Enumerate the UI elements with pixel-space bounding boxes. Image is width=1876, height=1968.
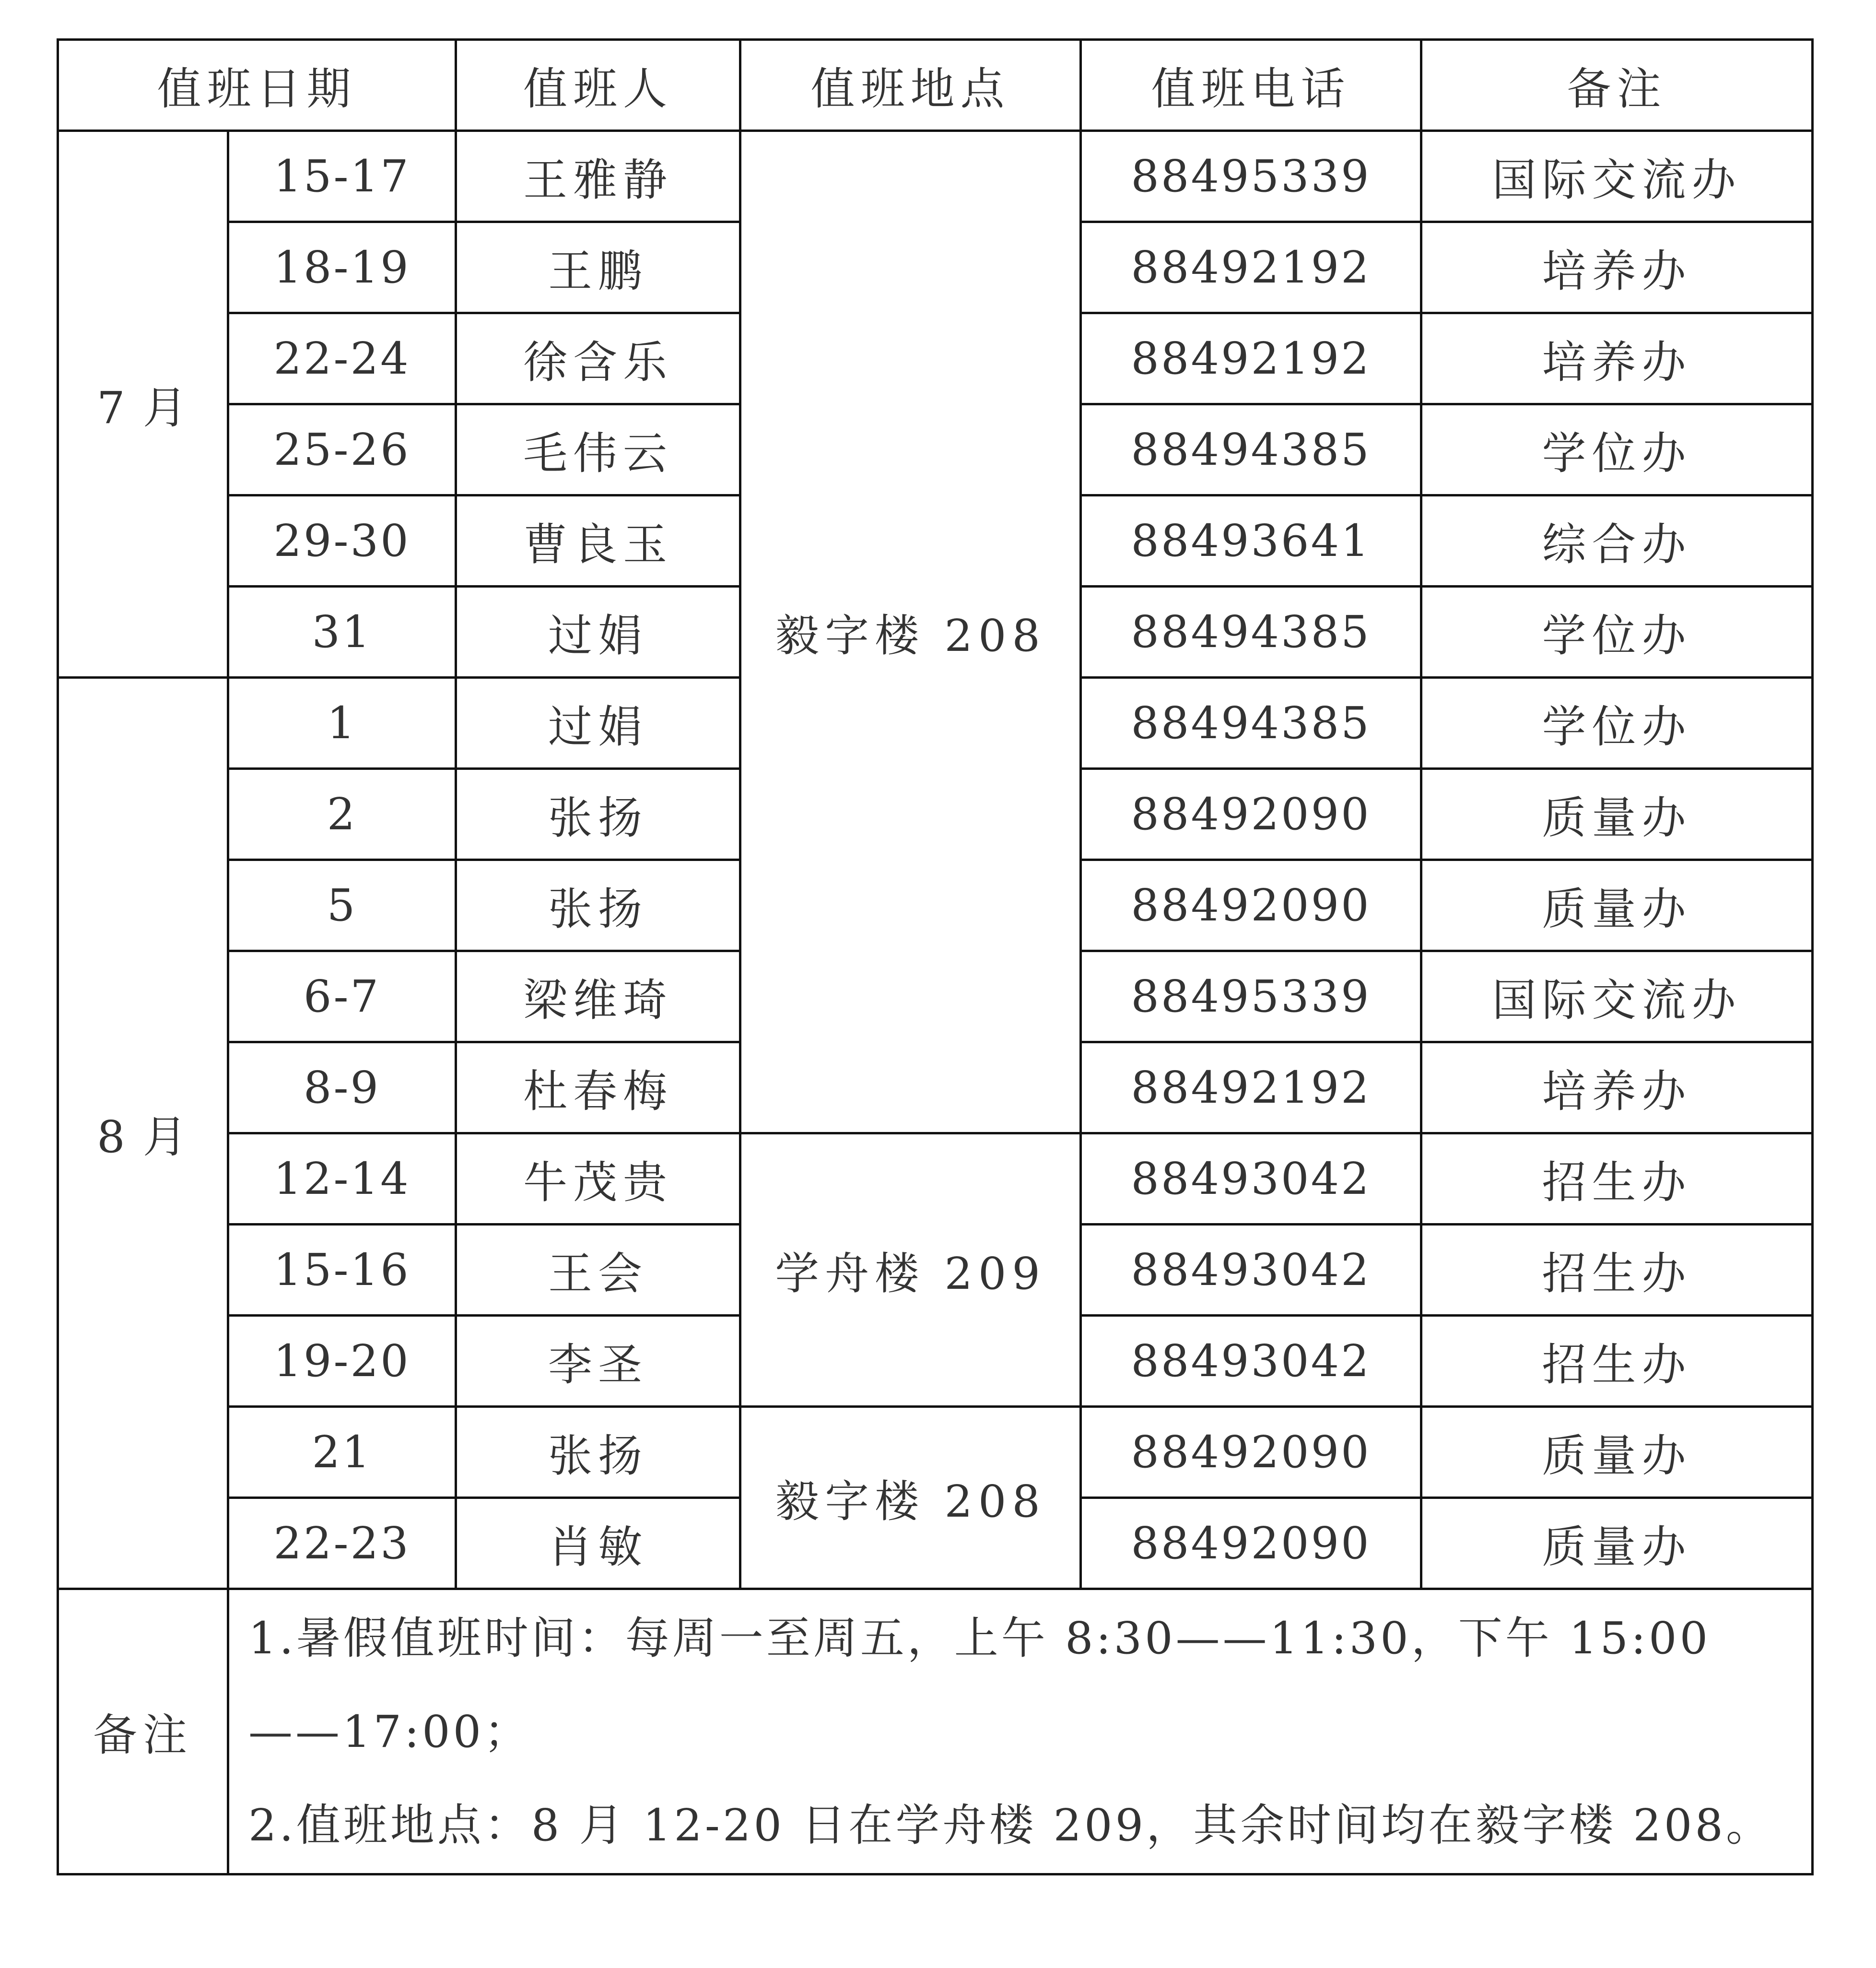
remark-cell: 培养办 [1421,222,1813,313]
date-cell: 25-26 [228,404,456,495]
phone-cell: 88492090 [1081,1407,1421,1498]
date-cell: 15-16 [228,1225,456,1316]
phone-cell: 88494385 [1081,587,1421,678]
person-cell: 曹良玉 [456,495,740,587]
notes-label: 备注 [58,1589,228,1874]
table-row [58,1133,1813,1225]
phone-cell: 88492192 [1081,222,1421,313]
phone-cell: 88492090 [1081,769,1421,860]
date-cell: 18-19 [228,222,456,313]
date-cell: 22-23 [228,1498,456,1589]
month-august: 8 月 [58,678,228,1589]
date-cell: 8-9 [228,1042,456,1133]
table-row [58,1407,1813,1498]
header-location: 值班地点 [740,40,1081,131]
person-cell: 李圣 [456,1316,740,1407]
person-cell: 张扬 [456,769,740,860]
header-person: 值班人 [456,40,740,131]
month-july: 7 月 [58,131,228,678]
person-cell: 张扬 [456,860,740,951]
remark-cell: 学位办 [1421,587,1813,678]
header-row [58,40,1813,131]
person-cell: 王会 [456,1225,740,1316]
header-phone: 值班电话 [1081,40,1421,131]
person-cell: 杜春梅 [456,1042,740,1133]
header-remark: 备注 [1421,40,1813,131]
date-cell: 22-24 [228,313,456,404]
remark-cell: 培养办 [1421,1042,1813,1133]
remark-cell: 学位办 [1421,678,1813,769]
date-cell: 29-30 [228,495,456,587]
date-cell: 12-14 [228,1133,456,1225]
phone-cell: 88495339 [1081,131,1421,222]
duty-schedule-table [57,38,1814,1875]
remark-cell: 质量办 [1421,1498,1813,1589]
phone-cell: 88492090 [1081,860,1421,951]
phone-cell: 88492192 [1081,313,1421,404]
date-cell: 1 [228,678,456,769]
date-cell: 19-20 [228,1316,456,1407]
location-cell-main: 毅字楼 208 [740,131,1081,1133]
note-line-1: 1.暑假值班时间：每周一至周五，上午 8:30——11:30，下午 15:00——17:00； [248,1612,1711,1757]
remark-cell: 国际交流办 [1421,951,1813,1042]
date-cell: 21 [228,1407,456,1498]
phone-cell: 88494385 [1081,678,1421,769]
remark-cell: 学位办 [1421,404,1813,495]
remark-cell: 招生办 [1421,1225,1813,1316]
phone-cell: 88493042 [1081,1225,1421,1316]
phone-cell: 88493641 [1081,495,1421,587]
remark-cell: 质量办 [1421,1407,1813,1498]
person-cell: 毛伟云 [456,404,740,495]
remark-cell: 招生办 [1421,1133,1813,1225]
date-cell: 31 [228,587,456,678]
remark-cell: 国际交流办 [1421,131,1813,222]
remark-cell: 综合办 [1421,495,1813,587]
phone-cell: 88495339 [1081,951,1421,1042]
phone-cell: 88492192 [1081,1042,1421,1133]
notes-row [58,1589,1813,1874]
notes-content [228,1589,1813,1874]
person-cell: 徐含乐 [456,313,740,404]
person-cell: 王鹏 [456,222,740,313]
phone-cell: 88493042 [1081,1133,1421,1225]
location-cell-xuezhou: 学舟楼 209 [740,1133,1081,1407]
person-cell: 梁维琦 [456,951,740,1042]
note-line-2: 2.值班地点：8 月 12-20 日在学舟楼 209，其余时间均在毅字楼 208。 [248,1799,1773,1851]
date-cell: 5 [228,860,456,951]
person-cell: 过娟 [456,587,740,678]
remark-cell: 招生办 [1421,1316,1813,1407]
phone-cell: 88492090 [1081,1498,1421,1589]
phone-cell: 88493042 [1081,1316,1421,1407]
phone-cell: 88494385 [1081,404,1421,495]
person-cell: 王雅静 [456,131,740,222]
date-cell: 2 [228,769,456,860]
person-cell: 牛茂贵 [456,1133,740,1225]
remark-cell: 培养办 [1421,313,1813,404]
person-cell: 张扬 [456,1407,740,1498]
date-cell: 15-17 [228,131,456,222]
header-date: 值班日期 [58,40,456,131]
table-row [58,131,1813,222]
location-cell-end: 毅字楼 208 [740,1407,1081,1589]
date-cell: 6-7 [228,951,456,1042]
person-cell: 过娟 [456,678,740,769]
remark-cell: 质量办 [1421,860,1813,951]
person-cell: 肖敏 [456,1498,740,1589]
remark-cell: 质量办 [1421,769,1813,860]
